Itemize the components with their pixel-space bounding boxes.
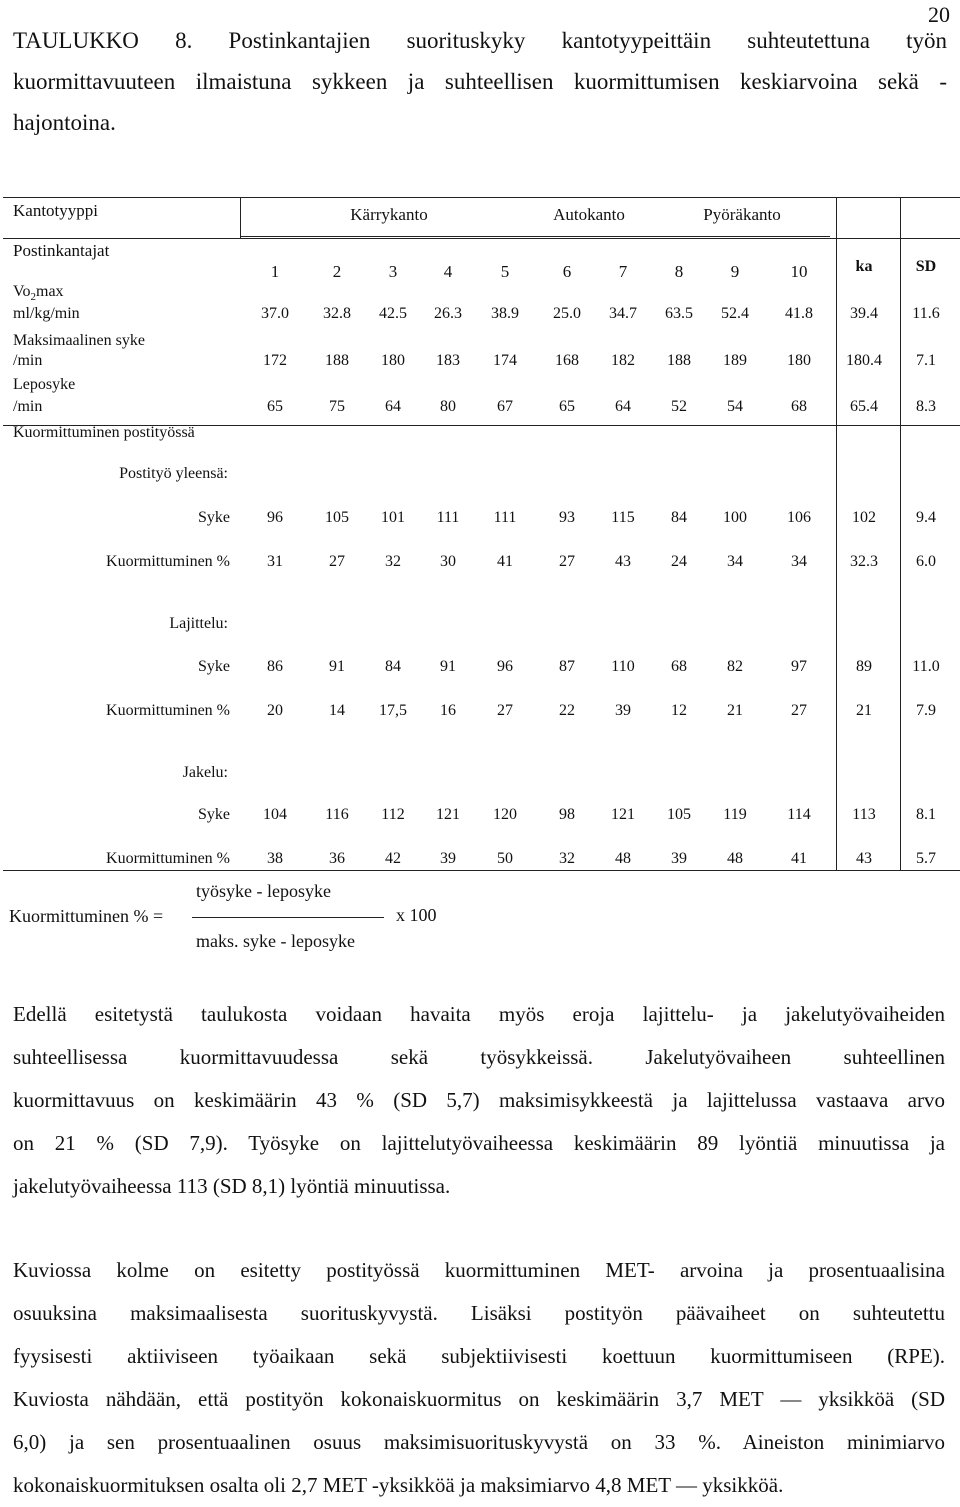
fraction-bar xyxy=(192,917,384,918)
sd-cell: 6.0 xyxy=(916,553,936,570)
table-cell: 106 xyxy=(787,509,811,526)
table-cell: 105 xyxy=(667,806,691,823)
table-cell: 42.5 xyxy=(379,305,407,322)
paragraph-line: 6,0) ja sen prosentuaalinen osuus maksimisuorituskyvystä on 33 %. Aineiston minimiarvo xyxy=(13,1430,945,1454)
column-divider-ka xyxy=(836,197,837,870)
caption-line: TAULUKKO 8. Postinkantajien suorituskyky kantotyypeittäin suhteutettuna työn xyxy=(13,28,947,53)
table-cell: 41.8 xyxy=(785,305,813,322)
table-cell: 38.9 xyxy=(491,305,519,322)
table-cell: 65 xyxy=(267,398,283,415)
table-cell: 32 xyxy=(385,553,401,570)
table-cell: 111 xyxy=(436,509,460,526)
row-label-sub: 2 xyxy=(30,291,36,304)
sd-header: SD xyxy=(915,258,937,275)
table-cell: 119 xyxy=(723,806,747,823)
table-cell: 84 xyxy=(671,509,687,526)
table-cell: 27 xyxy=(791,702,807,719)
table-cell: 54 xyxy=(727,398,743,415)
table-cell: 104 xyxy=(263,806,287,823)
table-cell: 67 xyxy=(497,398,513,415)
corner-label: Kantotyyppi xyxy=(13,201,98,220)
table-cell: 48 xyxy=(727,850,743,867)
column-divider-sd xyxy=(900,197,901,870)
ka-cell: 32.3 xyxy=(850,553,878,570)
table-cell: 27 xyxy=(329,553,345,570)
formula-multiplier: x 100 xyxy=(396,905,437,925)
sd-cell: 5.7 xyxy=(916,850,936,867)
table-cell: 34.7 xyxy=(609,305,637,322)
row-label-part: Vo xyxy=(13,283,31,300)
column-number: 1 xyxy=(270,262,280,281)
row-label-unit: ml/kg/min xyxy=(13,305,80,322)
table-cell: 38 xyxy=(267,850,283,867)
table-cell: 63.5 xyxy=(665,305,693,322)
table-cell: 180 xyxy=(381,352,405,369)
table-cell: 24 xyxy=(671,553,687,570)
paragraph-line: osuuksina maksimaalisesta suorituskyvystä. Lisäksi postityön päävaiheet on suhteutettu xyxy=(13,1301,945,1325)
table-cell: 21 xyxy=(727,702,743,719)
table-cell: 98 xyxy=(559,806,575,823)
sd-cell: 7.1 xyxy=(916,352,936,369)
table-cell: 39 xyxy=(440,850,456,867)
table-cell: 41 xyxy=(791,850,807,867)
table-cell: 52.4 xyxy=(721,305,749,322)
table-cell: 121 xyxy=(436,806,460,823)
table-cell: 48 xyxy=(615,850,631,867)
table-cell: 84 xyxy=(385,658,401,675)
row-label-unit: /min xyxy=(13,398,43,415)
table-cell: 68 xyxy=(671,658,687,675)
table-cell: 12 xyxy=(671,702,687,719)
table-cell: 101 xyxy=(381,509,405,526)
row-label xyxy=(13,283,64,303)
table-cell: 75 xyxy=(329,398,345,415)
table-cell: 39 xyxy=(615,702,631,719)
ka-cell: 65.4 xyxy=(850,398,878,415)
section-row-label: Syke xyxy=(198,509,230,526)
table-cell: 110 xyxy=(611,658,635,675)
table-cell: 34 xyxy=(791,553,807,570)
table-cell: 182 xyxy=(611,352,635,369)
table-cell: 189 xyxy=(723,352,747,369)
section-subtitle: Lajittelu: xyxy=(169,615,228,632)
table-cell: 115 xyxy=(611,509,635,526)
column-number: 10 xyxy=(790,262,808,281)
table-cell: 32 xyxy=(559,850,575,867)
table-cell: 27 xyxy=(559,553,575,570)
table-cell: 20 xyxy=(267,702,283,719)
table-cell: 39 xyxy=(671,850,687,867)
row-label-part: max xyxy=(36,283,64,300)
section-row-label: Kuormittuminen % xyxy=(106,702,230,719)
table-cell: 180 xyxy=(787,352,811,369)
column-divider-left xyxy=(240,197,241,238)
table-cell: 32.8 xyxy=(323,305,351,322)
table-cell: 105 xyxy=(325,509,349,526)
table-cell: 30 xyxy=(440,553,456,570)
paragraph-line: jakelutyövaiheessa 113 (SD 8,1) lyöntiä minuutissa. xyxy=(13,1174,451,1198)
sd-cell: 9.4 xyxy=(916,509,936,526)
table-cell: 183 xyxy=(436,352,460,369)
section-row-label: Syke xyxy=(198,658,230,675)
paragraph-line: on 21 % (SD 7,9). Työsyke on lajittelutyövaiheessa keskimäärin 89 lyöntiä minuutissa ja xyxy=(13,1131,945,1155)
table-cell: 91 xyxy=(440,658,456,675)
table-cell: 93 xyxy=(559,509,575,526)
ka-cell: 43 xyxy=(856,850,872,867)
table-cell: 68 xyxy=(791,398,807,415)
group-underline xyxy=(240,236,830,237)
paragraph-line: kuormittavuus on keskimäärin 43 % (SD 5,7) maksimisykkeestä ja lajittelussa vastaava arvo xyxy=(13,1088,945,1112)
formula-numerator: työsyke - leposyke xyxy=(196,881,331,901)
caption-line: hajontoina. xyxy=(13,110,116,135)
row-header-label: Postinkantajat xyxy=(13,241,110,260)
group-header: Pyöräkanto xyxy=(703,205,781,224)
table-cell: 31 xyxy=(267,553,283,570)
paragraph-line: Kuviossa kolme on esitetty postityössä kuormittuminen MET- arvoina ja prosentuaalisina xyxy=(13,1258,945,1282)
ka-cell: 89 xyxy=(856,658,872,675)
table-cell: 26.3 xyxy=(434,305,462,322)
table-cell: 37.0 xyxy=(261,305,289,322)
paragraph-line: kokonaiskuormituksen osalta oli 2,7 MET -yksikköä ja maksimiarvo 4,8 MET — yksikköä. xyxy=(13,1473,784,1497)
table-cell: 42 xyxy=(385,850,401,867)
table-cell: 50 xyxy=(497,850,513,867)
table-cell: 188 xyxy=(667,352,691,369)
sd-cell: 7.9 xyxy=(916,702,936,719)
ka-header: ka xyxy=(855,258,873,275)
table-cell: 27 xyxy=(497,702,513,719)
sd-cell: 11.0 xyxy=(912,658,940,675)
table-cell: 188 xyxy=(325,352,349,369)
table-cell: 17,5 xyxy=(379,702,407,719)
table-cell: 172 xyxy=(263,352,287,369)
page-number: 20 xyxy=(928,2,950,27)
header-divider xyxy=(3,238,960,239)
table-cell: 52 xyxy=(671,398,687,415)
table-cell: 96 xyxy=(267,509,283,526)
caption-line: kuormittavuuteen ilmaistuna sykkeen ja suhteellisen kuormittumisen keskiarvoina sekä - xyxy=(13,69,947,94)
table-cell: 16 xyxy=(440,702,456,719)
table-cell: 97 xyxy=(791,658,807,675)
table-cell: 87 xyxy=(559,658,575,675)
section-subtitle: Postityö yleensä: xyxy=(119,465,228,482)
ka-cell: 113 xyxy=(852,806,876,823)
ka-cell: 102 xyxy=(852,509,876,526)
table-cell: 64 xyxy=(615,398,631,415)
section-row-label: Kuormittuminen % xyxy=(106,850,230,867)
group-header: Kärrykanto xyxy=(350,205,428,224)
table-cell: 112 xyxy=(381,806,405,823)
sd-cell: 11.6 xyxy=(912,305,940,322)
group-header: Autokanto xyxy=(553,205,625,224)
column-number: 2 xyxy=(332,262,342,281)
column-number: 8 xyxy=(674,262,684,281)
section-subtitle: Jakelu: xyxy=(182,764,228,781)
paragraph-1 xyxy=(13,993,945,1208)
table-cell: 114 xyxy=(787,806,811,823)
paragraph-line: fyysisesti aktiiviseen työaikaan sekä subjektiivisesti koettuun kuormittumiseen (RPE). xyxy=(13,1344,945,1368)
table-cell: 91 xyxy=(329,658,345,675)
column-number: 9 xyxy=(730,262,740,281)
row-label: Maksimaalinen syke xyxy=(13,332,145,349)
table-caption xyxy=(13,20,947,143)
table-cell: 41 xyxy=(497,553,513,570)
column-number: 7 xyxy=(618,262,628,281)
paragraph-2 xyxy=(13,1249,945,1507)
row-label-unit: /min xyxy=(13,352,43,369)
table-cell: 64 xyxy=(385,398,401,415)
sd-cell: 8.3 xyxy=(916,398,936,415)
table-cell: 22 xyxy=(559,702,575,719)
table-cell: 80 xyxy=(440,398,456,415)
formula-lhs: Kuormittuminen % = xyxy=(9,906,164,926)
column-number: 4 xyxy=(443,262,453,281)
row-label: Leposyke xyxy=(13,376,76,393)
table-cell: 116 xyxy=(325,806,349,823)
column-number: 6 xyxy=(562,262,572,281)
table-cell: 82 xyxy=(727,658,743,675)
column-number: 5 xyxy=(500,262,510,281)
formula-denominator: maks. syke - leposyke xyxy=(196,931,355,951)
ka-cell: 39.4 xyxy=(850,305,878,322)
ka-cell: 21 xyxy=(856,702,872,719)
table-cell: 43 xyxy=(615,553,631,570)
table-cell: 121 xyxy=(611,806,635,823)
ka-cell: 180.4 xyxy=(846,352,882,369)
table-cell: 36 xyxy=(329,850,345,867)
table-bottom-border xyxy=(3,870,960,871)
table-cell: 34 xyxy=(727,553,743,570)
section-title: Kuormittuminen postityössä xyxy=(13,424,195,441)
table-cell: 100 xyxy=(723,509,747,526)
table-top-border xyxy=(3,197,960,198)
table-cell: 120 xyxy=(493,806,517,823)
paragraph-line: Kuviosta nähdään, että postityön kokonaiskuormitus on keskimäärin 3,7 MET — yksikköä (SD xyxy=(13,1387,945,1411)
paragraph-line: Edellä esitetystä taulukosta voidaan havaita myös eroja lajittelu- ja jakelutyövaiheiden xyxy=(13,1002,945,1026)
table-cell: 86 xyxy=(267,658,283,675)
table-cell: 14 xyxy=(329,702,345,719)
table-cell: 65 xyxy=(559,398,575,415)
table-cell: 168 xyxy=(555,352,579,369)
table-cell: 25.0 xyxy=(553,305,581,322)
table-cell: 174 xyxy=(493,352,517,369)
table-cell: 111 xyxy=(493,509,517,526)
table-cell: 96 xyxy=(497,658,513,675)
section-row-label: Kuormittuminen % xyxy=(106,553,230,570)
paragraph-line: suhteellisessa kuormittavuudessa sekä työsykkeissä. Jakelutyövaiheen suhteellinen xyxy=(13,1045,945,1069)
section-row-label: Syke xyxy=(198,806,230,823)
column-number: 3 xyxy=(388,262,398,281)
sd-cell: 8.1 xyxy=(916,806,936,823)
